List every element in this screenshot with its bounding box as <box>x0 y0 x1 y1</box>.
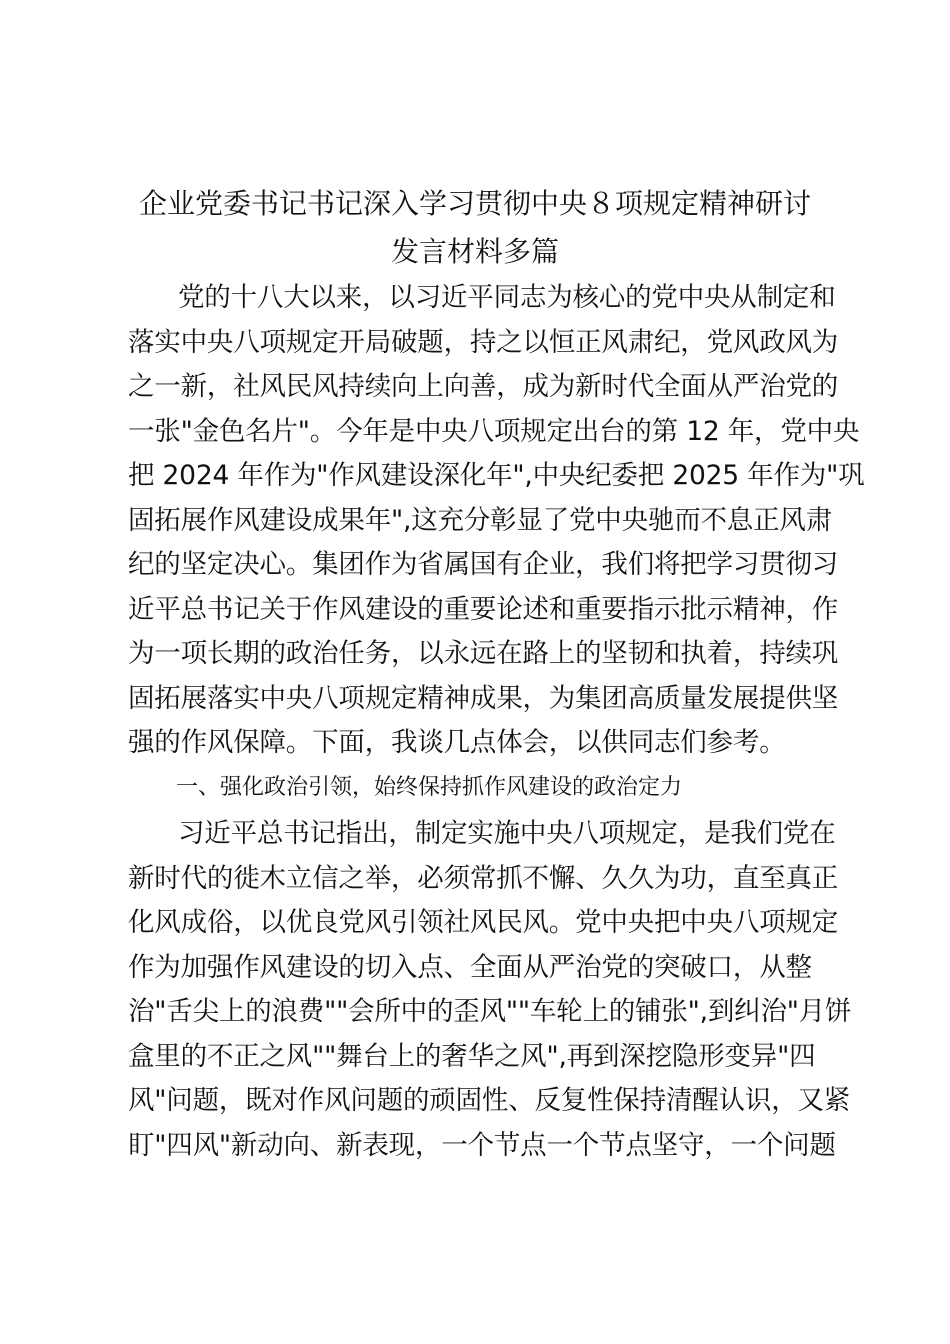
title-line-1: 企业党委书记书记深入学习贯彻中央８项规定精神研讨 <box>138 187 811 220</box>
text-line: 新时代的徙木立信之举，必须常抓不懈、久久为功，直至真正 <box>128 862 839 894</box>
text-line: 之一新，社风民风持续向上向善，成为新时代全面从严治党的 <box>128 371 839 402</box>
text-line: 化风成俗，以优良党风引领社风民风。党中央把中央八项规定 <box>128 907 839 938</box>
paragraph-section-1 <box>128 812 852 1168</box>
paragraph-intro <box>128 276 865 766</box>
text-line: 为一项长期的政治任务，以永远在路上的坚韧和执着，持续巩 <box>128 638 839 669</box>
text-line: 治"舌尖上的浪费""会所中的歪风""车轮上的铺张",到纠治"月饼 <box>128 996 852 1027</box>
text-line: 盯"四风"新动向、新表现，一个节点一个节点坚守，一个问题 <box>128 1129 836 1161</box>
text-line: 纪的坚定决心。集团作为省属国有企业，我们将把学习贯彻习 <box>128 549 839 580</box>
text-line: 党的十八大以来，以习近平同志为核心的党中央从制定和 <box>178 282 836 313</box>
section-heading: 一、强化政治引领，始终保持抓作风建设的政治定力 <box>176 775 683 800</box>
text-line: 风"问题，既对作风问题的顽固性、反复性保持清醒认识，又紧 <box>128 1085 851 1116</box>
text-line: 强的作风保障。下面，我谈几点体会，以供同志们参考。 <box>128 727 786 758</box>
text-line: 近平总书记关于作风建设的重要论述和重要指示批示精神，作 <box>128 593 839 625</box>
text-line: 盒里的不正之风""舞台上的奢华之风",再到深挖隐形变异"四 <box>128 1040 816 1072</box>
document-title <box>90 180 860 276</box>
text-line: 固拓展作风建设成果年",这充分彰显了党中央驰而不息正风肃 <box>128 504 833 536</box>
text-line: 习近平总书记指出，制定实施中央八项规定，是我们党在 <box>178 818 836 849</box>
text-line: 作为加强作风建设的切入点、全面从严治党的突破口，从整 <box>128 951 812 983</box>
text-line: 固拓展落实中央八项规定精神成果，为集团高质量发展提供坚 <box>128 682 839 714</box>
text-line: 把 2024 年作为"作风建设深化年",中央纪委把 2025 年作为"巩 <box>128 460 865 491</box>
text-line: 一张"金色名片"。今年是中央八项规定出台的第 12 年，党中央 <box>128 415 860 447</box>
title-line-2: 发言材料多篇 <box>390 235 559 268</box>
text-line: 落实中央八项规定开局破题，持之以恒正风肃纪，党风政风为 <box>128 326 839 358</box>
